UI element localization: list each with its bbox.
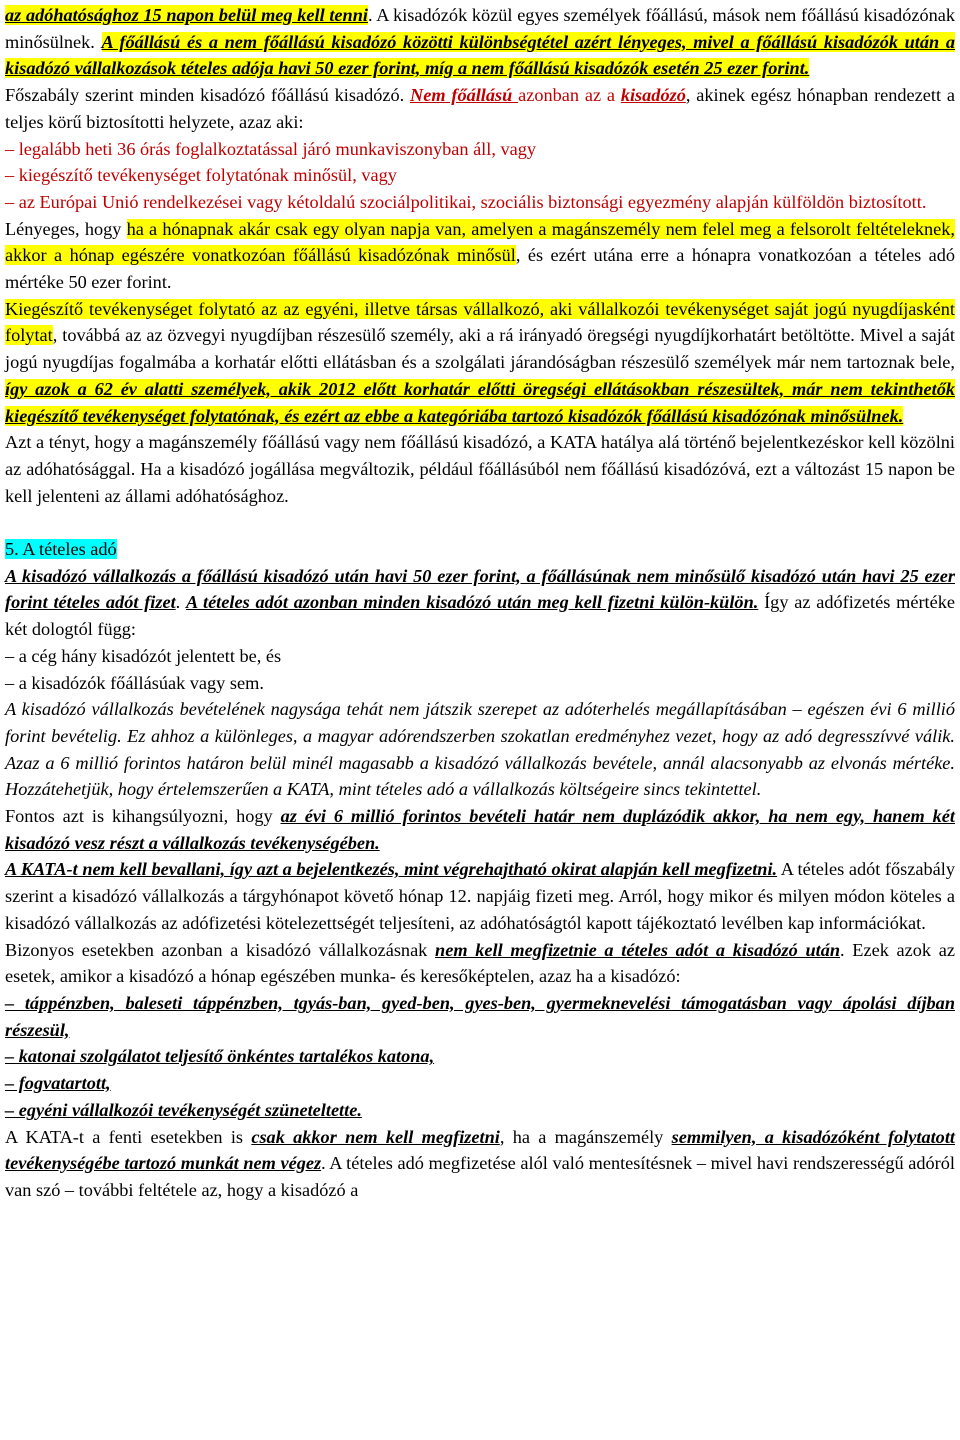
highlight-deadline: az adóhatósághoz 15 napon belül meg kell tenni — [5, 5, 368, 25]
highlight-supplementary: Kiegészítő tevékenységet folytató az az egyéni, illetve társas vállalkozó, aki vállalkozói tevékenységet saját jogú nyugdíjasként folytat — [5, 298, 955, 346]
highlight-month-rule: ha a hónapnak akár csak egy olyan napja van, amelyen a magánszemély nem felel meg a felsorolt feltételeknek, akkor a hónap egészére vonatkozóan főállású kisadózónak minősül — [5, 218, 955, 266]
list-item: – a cég hány kisadózót jelentett be, és — [5, 645, 282, 666]
list-item: – az Európai Unió rendelkezései vagy kétoldalú szociálpolitikai, szociális biztonsági egyezmény alapján külföldön biztosított. — [5, 191, 927, 212]
emphasis-no-work: semmilyen, a kisadózóként folytatott tevékenységébe tartozó munkát nem végez — [5, 1126, 955, 1174]
text-span: Bizonyos esetekben azonban a kisadózó vállalkozásnak — [5, 939, 436, 960]
list-item: – katonai szolgálatot teljesítő önkéntes tartalékos katona, — [5, 1046, 435, 1067]
text-span: . — [175, 592, 187, 613]
emphasis-tax-amount: A kisadózó vállalkozás a főállású kisadózó után havi 50 ezer forint, a főállásúnak nem minősülő kisadózó után havi 25 ezer forint tételes adót fizet — [5, 565, 955, 613]
text-span: A KATA-t a fenti esetekben is — [5, 1126, 252, 1147]
text-span: Lényeges, hogy — [5, 218, 127, 239]
list-item: – táppénzben, baleseti táppénzben, tgyás-ban, gyed-ben, gyes-ben, gyermeknevelési támogatásban vagy ápolási díjban részesül, — [5, 993, 955, 1040]
paragraph-supplementary — [5, 296, 955, 430]
text-span: A tételes adót főszabály szerint a kisadózó vállalkozás a tárgyhónapot követő hónap 12. napjáig fizeti meg. Arról, hogy mikor és milyen módon köteles a kisadózó vállalkozás az adófizetési kötelezettségét teljesíteni, az adóhatóságtól kapott tájékoztató levélben kap információkat. — [5, 859, 955, 933]
text-span: , és ezért utána erre a hónapra vonatkozóan a tételes adó mértéke 50 ezer forint. — [5, 245, 956, 293]
highlight-distinction: A főállású és a nem főállású kisadózó közötti különbségtétel azért lényeges, mivel a főállású kisadózók után a kisadózó vállalkozások tételes adója havi 50 ezer forint, míg a nem főállású kisadózók esetén 25 ezer forint. — [5, 31, 955, 79]
paragraph-revenue-limit — [5, 803, 955, 856]
paragraph-registration: Azt a tényt, hogy a magánszemély főállású vagy nem főállású kisadózó, a KATA hatálya alá történő bejelentkezéskor kell közölni az adóhatósággal. Ha a kisadózó jogállása megváltozik, például főállásúból nem főállású kisadózóvá, ezt a változást 15 napon be kell jelenteni az állami adóhatósághoz. — [5, 432, 955, 506]
spacer — [5, 509, 955, 536]
text-span: . A tételes adó megfizetése alól való mentesítésnek – mivel havi rendszerességű adóról van szó – további feltétele az, hogy a kisadózó a — [5, 1153, 955, 1200]
section-heading — [5, 536, 955, 563]
term-kisadozo: kisadózó — [620, 85, 686, 106]
list-item: – kiegészítő tevékenységet folytatónak minősül, vagy — [5, 165, 397, 186]
list-item: – a kisadózók főállásúak vagy sem. — [5, 672, 264, 693]
emphasis-only-then: csak akkor nem kell megfizetni — [251, 1126, 500, 1147]
text-span: Fontos azt is kihangsúlyozni, hogy — [5, 806, 281, 827]
paragraph-degressive: A kisadózó vállalkozás bevételének nagysága tehát nem játszik szerepet az adóterhelés megállapításában – egészen évi 6 millió forint bevételig. Ez ahhoz a különleges, a magyar adórendszerben szokatlan eredményhez vezet, hogy az adó degresszívvé válik. Azaz a 6 millió forintos határon belül minél magasabb a kisadózó vállalkozás bevétele, annál alacsonyabb az elvonás mértéke. Hozzátehetjük, hogy értelemszerűen a KATA, mint tételes adó a vállalkozás költségeire sincs tekintettel. — [5, 699, 955, 800]
text-span: azonban az a — [518, 85, 621, 106]
paragraph-payment — [5, 856, 955, 936]
list-item: – egyéni vállalkozói tevékenységét szüneteltette. — [5, 1099, 362, 1120]
heading-text: 5. A tételes adó — [5, 539, 117, 560]
text-span: , ha a magánszemély — [499, 1126, 672, 1147]
highlight-62-years: így azok a 62 év alatti személyek, akik 2012 előtt korhatár előtti öregségi ellátásokban részesültek, már nem tekinthetők kiegészítő tevékenységet folytatónak, és ezért az ebbe a kategóriába tartozó kisadózók főállású kisadózónak minősülnek. — [5, 378, 955, 426]
text-span: , akinek egész hónapban rendezett a teljes körű biztosítotti helyzete, azaz aki: — [5, 85, 955, 132]
text-span: . Ezek azok az esetek, amikor a kisadózó a hónap egészében munka- és keresőképtelen, azaz ha a kisadózó: — [5, 939, 955, 987]
emphasis-revenue-limit: az évi 6 millió forintos bevételi határ nem duplázódik akkor, ha nem egy, hanem két kisadózó vesz részt a vállalkozás tevékenységében. — [5, 806, 955, 853]
text-span: . A kisadózók közül egyes személyek főállású, mások nem főállású kisadózónak minősülnek. — [5, 5, 955, 52]
emphasis-each-person: A tételes adót azonban minden kisadózó után meg kell fizetni külön-külön. — [186, 592, 759, 613]
paragraph-main-rule — [5, 82, 955, 135]
emphasis-no-payment: nem kell megfizetnie a tételes adót a kisadózó után — [435, 939, 841, 960]
text-span: Így az adófizetés mértéke két dologtól függ: — [5, 592, 955, 640]
paragraph-fixed-tax — [5, 563, 955, 643]
paragraph-intro — [5, 2, 955, 82]
text-span: , továbbá az az özvegyi nyugdíjban részesülő személy, aki a rá irányadó öregségi nyugdíjkorhatárt betöltötte. Mivel a saját jogú nyugdíjas fogalmába a korhatár előtti ellátásban és a szolgálati járandóságban részesülő személyek már nem tartoznak bele, — [5, 325, 955, 373]
paragraph-condition — [5, 1124, 955, 1204]
paragraph-important — [5, 216, 955, 296]
list-item: – fogvatartott, — [5, 1073, 111, 1094]
term-nem-foallasu: Nem főállású — [410, 85, 519, 106]
paragraph-exemption — [5, 937, 955, 990]
emphasis-no-declaration: A KATA-t nem kell bevallani, így azt a bejelentkezés, mint végrehajtható okirat alapján kell megfizetni. — [5, 859, 778, 880]
text-span: Főszabály szerint minden kisadózó főállású kisadózó. — [5, 85, 410, 106]
list-item: – legalább heti 36 órás foglalkoztatással járó munkaviszonyban áll, vagy — [5, 138, 537, 159]
